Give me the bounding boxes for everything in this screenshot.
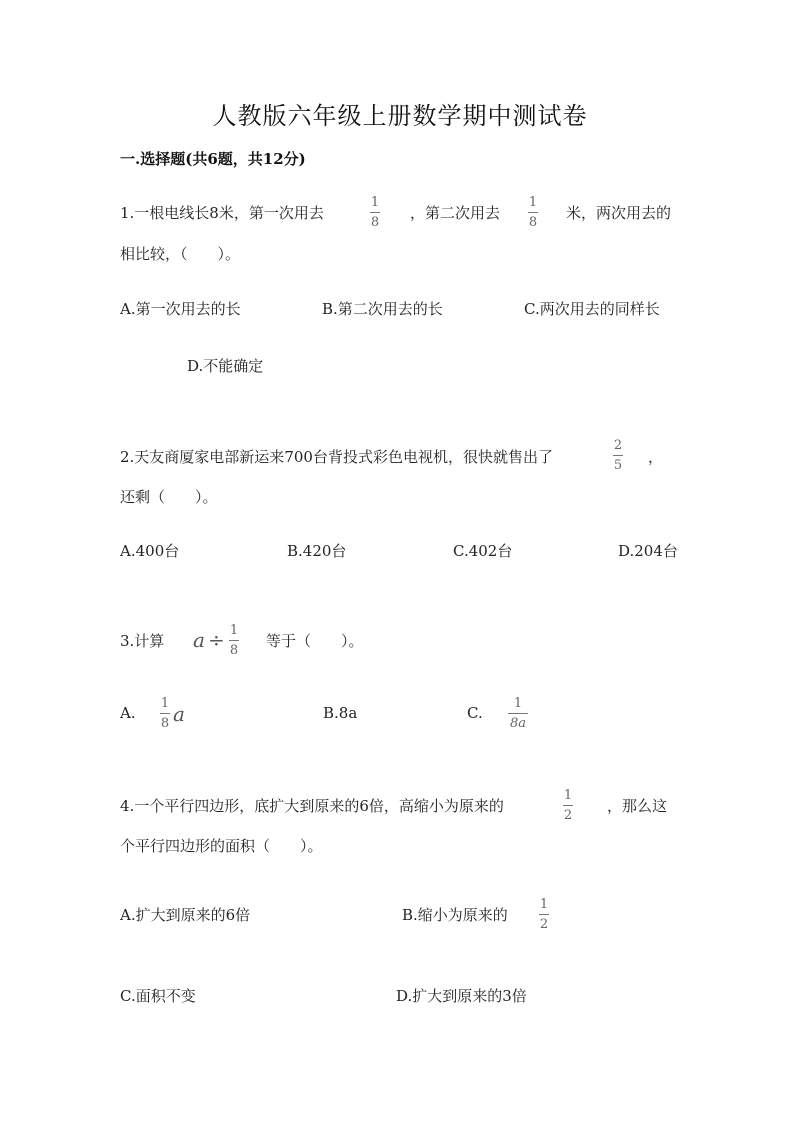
q4-fraction-numerator: 1 [563, 788, 573, 803]
q3-option-a-label: A. [120, 704, 136, 722]
q2-fraction-numerator: 2 [613, 438, 623, 453]
q1-fraction-1-denominator: 8 [370, 215, 380, 230]
q3-fraction [229, 624, 239, 657]
q1-fraction-2-denominator: 8 [528, 215, 538, 230]
q1-fraction-1-numerator: 1 [370, 195, 380, 210]
q2-option-c: C.402台 [453, 542, 513, 560]
q1-text-part2: ，第二次用去 [410, 204, 501, 222]
q2-option-b: B.420台 [287, 542, 347, 560]
q2-text-part2: ， [648, 448, 664, 466]
fraction-bar [539, 914, 549, 915]
q4-text-part3: 个平行四边形的面积（ ）。 [120, 837, 323, 855]
q3-option-c-fraction-numerator: 1 [513, 696, 523, 711]
q2-fraction [613, 439, 623, 472]
fraction-bar [229, 640, 239, 641]
q3-text-part2: 等于（ ）。 [266, 632, 364, 650]
section-heading: 一.选择题(共6题，共12分) [120, 150, 306, 168]
page-title: 人教版六年级上册数学期中测试卷 [212, 102, 588, 130]
q2-option-d: D.204台 [618, 542, 678, 560]
q1-text-part1: 1.一根电线长8米，第一次用去 [120, 204, 324, 222]
q4-option-b: B.缩小为原来的 [402, 906, 508, 924]
q1-option-c: C.两次用去的同样长 [524, 300, 660, 318]
q4-option-a: A.扩大到原来的6倍 [120, 906, 251, 924]
q3-option-a-fraction-numerator: 1 [160, 696, 170, 711]
q2-option-a: A.400台 [120, 542, 180, 560]
q3-fraction-denominator: 8 [229, 643, 239, 658]
fraction-bar [370, 212, 380, 213]
q1-fraction-2 [528, 196, 538, 229]
q1-text-part3: 米，两次用去的 [566, 204, 672, 222]
q3-option-a-variable: a [173, 702, 185, 726]
q1-text-part4: 相比较，（ ）。 [120, 245, 241, 263]
q4-text-part1: 4.一个平行四边形，底扩大到原来的6倍，高缩小为原来的 [120, 797, 504, 815]
fraction-bar [528, 212, 538, 213]
q1-option-b: B.第二次用去的长 [322, 300, 443, 318]
q3-division-sign: ÷ [208, 628, 225, 652]
q3-option-b: B.8a [323, 704, 358, 722]
q4-option-d: D.扩大到原来的3倍 [396, 987, 527, 1005]
q3-option-c-label: C. [467, 704, 483, 722]
q1-option-a: A.第一次用去的长 [120, 300, 241, 318]
q4-text-part2: ，那么这 [607, 797, 668, 815]
q3-expression-variable: a [193, 628, 205, 652]
q3-text-part1: 3.计算 [120, 632, 165, 650]
q1-fraction-1 [370, 196, 380, 229]
fraction-bar [508, 713, 528, 714]
q3-option-a-fraction [160, 697, 170, 730]
q4-option-b-fraction-numerator: 1 [539, 897, 549, 912]
q2-fraction-denominator: 5 [613, 458, 623, 473]
q3-option-a-fraction-denominator: 8 [160, 716, 170, 731]
q2-text-part3: 还剩（ ）。 [120, 488, 218, 506]
q3-option-c-fraction [508, 697, 528, 730]
q3-fraction-numerator: 1 [229, 623, 239, 638]
q4-option-c: C.面积不变 [120, 987, 196, 1005]
q1-fraction-2-numerator: 1 [528, 195, 538, 210]
q1-option-d: D.不能确定 [187, 357, 264, 375]
q4-option-b-fraction-denominator: 2 [539, 917, 549, 932]
q4-fraction [563, 789, 573, 822]
q4-fraction-denominator: 2 [563, 808, 573, 823]
q2-text-part1: 2.天友商厦家电部新运来700台背投式彩色电视机，很快就售出了 [120, 448, 553, 466]
fraction-bar [613, 455, 623, 456]
q3-option-c-fraction-denominator: 8a [509, 716, 527, 731]
q4-option-b-fraction [539, 898, 549, 931]
fraction-bar [563, 805, 573, 806]
fraction-bar [160, 713, 170, 714]
